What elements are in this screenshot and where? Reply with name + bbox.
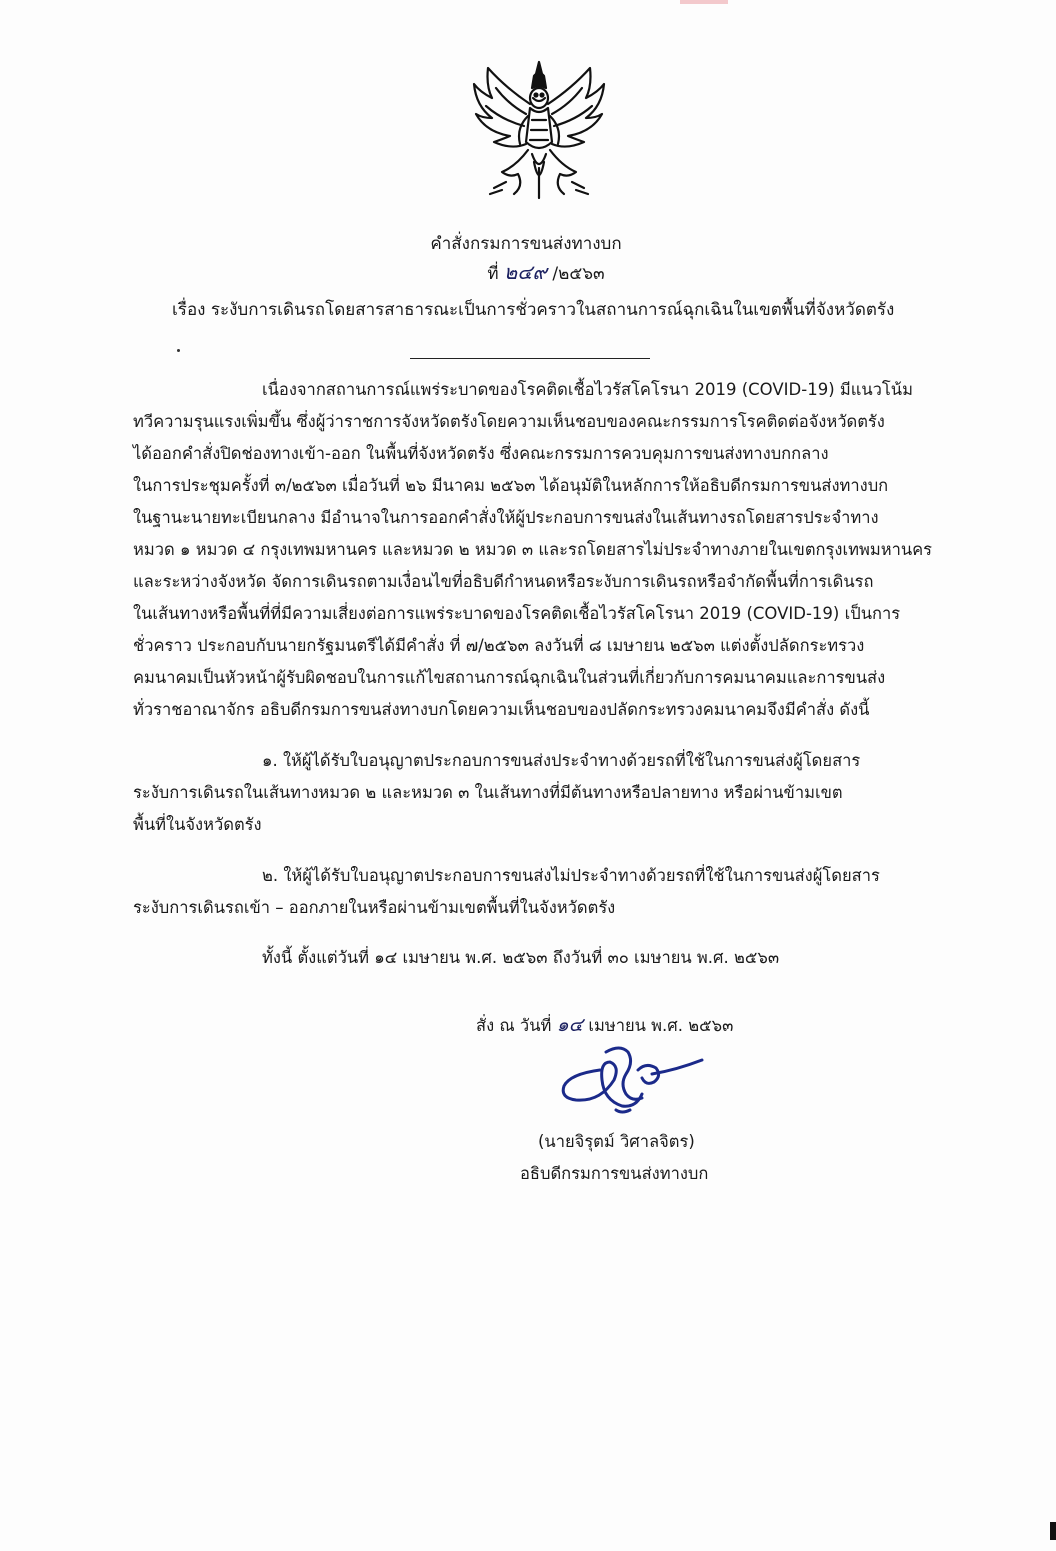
body-line: ทวีความรุนแรงเพิ่มขึ้น ซึ่งผู้ว่าราชการจังหวัดตรังโดยความเห็นชอบของคณะกรรมการโรคติดต่อจังหวัดตรัง: [133, 412, 885, 431]
order-year: /๒๕๖๓: [552, 264, 605, 284]
body-line: ในการประชุมครั้งที่ ๓/๒๕๖๓ เมื่อวันที่ ๒๖ มีนาคม ๒๕๖๓ ได้อนุมัติในหลักการให้อธิบดีกรมการขนส่งทางบก: [133, 476, 889, 495]
order-number-line: [18, 260, 1056, 286]
clause-1-line: ระงับการเดินรถในเส้นทางหมวด ๒ และหมวด ๓ ในเส้นทางที่มีต้นทางหรือปลายทาง หรือผ่านข้ามเขต: [133, 783, 843, 802]
body-line: หมวด ๑ หมวด ๔ กรุงเทพมหานคร และหมวด ๒ หมวด ๓ และรถโดยสารไม่ประจำทางภายในเขตกรุงเทพมหานคร: [133, 540, 933, 559]
stray-mark: [177, 349, 180, 352]
signer-name: (นายจิรุตม์ วิศาลจิตร): [538, 1132, 695, 1151]
order-date-line: [476, 1013, 733, 1038]
order-number: ๒๔๙: [504, 260, 547, 284]
body-line: ในฐานะนายทะเบียนกลาง มีอำนาจในการออกคำสั่งให้ผู้ประกอบการขนส่งในเส้นทางรถโดยสารประจำทาง: [133, 508, 879, 527]
clause-1-line: ๑. ให้ผู้ได้รับใบอนุญาตประกอบการขนส่งประจำทางด้วยรถที่ใช้ในการขนส่งผู้โดยสาร: [262, 751, 861, 770]
edge-mark: [1050, 1522, 1056, 1540]
edge-smudge: [680, 0, 728, 4]
order-number-prefix: ที่: [487, 264, 499, 284]
order-date-month-year: เมษายน พ.ศ. ๒๕๖๓: [588, 1016, 734, 1035]
garuda-emblem-icon: [466, 58, 612, 204]
subject-line: เรื่อง ระงับการเดินรถโดยสารสาธารณะเป็นการชั่วคราวในสถานการณ์ฉุกเฉินในเขตพื้นที่จังหวัดตรัง: [172, 300, 895, 320]
order-date-prefix: สั่ง ณ วันที่: [476, 1016, 552, 1035]
body-line: ทั่วราชอาณาจักร อธิบดีกรมการขนส่งทางบกโดยความเห็นชอบของปลัดกระทรวงคมนาคมจึงมีคำสั่ง ดังนี้: [133, 700, 870, 719]
effective-period-line: ทั้งนี้ ตั้งแต่วันที่ ๑๔ เมษายน พ.ศ. ๒๕๖๓ ถึงวันที่ ๓๐ เมษายน พ.ศ. ๒๕๖๓: [262, 948, 780, 967]
order-date-day: ๑๔: [556, 1014, 584, 1036]
clause-2-line: ๒. ให้ผู้ได้รับใบอนุญาตประกอบการขนส่งไม่ประจำทางด้วยรถที่ใช้ในการขนส่งผู้โดยสาร: [262, 866, 880, 885]
subject-divider: [410, 358, 650, 359]
body-line: ในเส้นทางหรือพื้นที่ที่มีความเสี่ยงต่อการแพร่ระบาดของโรคติดเชื้อไวรัสโคโรนา 2019 (COVID-19) เป็นการ: [133, 604, 901, 623]
body-line: ชั่วคราว ประกอบกับนายกรัฐมนตรีได้มีคำสั่ง ที่ ๗/๒๕๖๓ ลงวันที่ ๘ เมษายน ๒๕๖๓ แต่งตั้งปลัดกระทรวง: [133, 636, 865, 655]
clause-2-line: ระงับการเดินรถเข้า – ออกภายในหรือผ่านข้ามเขตพื้นที่ในจังหวัดตรัง: [133, 898, 616, 917]
body-line: คมนาคมเป็นหัวหน้าผู้รับผิดชอบในการแก้ไขสถานการณ์ฉุกเฉินในส่วนที่เกี่ยวกับการคมนาคมและการขนส่ง: [133, 668, 886, 687]
body-line: ได้ออกคำสั่งปิดช่องทางเข้า-ออก ในพื้นที่จังหวัดตรัง ซึ่งคณะกรรมการควบคุมการขนส่งทางบกกลาง: [133, 444, 829, 463]
order-title: คำสั่งกรมการขนส่งทางบก: [430, 234, 622, 254]
signer-position: อธิบดีกรมการขนส่งทางบก: [520, 1164, 709, 1183]
body-line: เนื่องจากสถานการณ์แพร่ระบาดของโรคติดเชื้อไวรัสโคโรนา 2019 (COVID-19) มีแนวโน้ม: [262, 380, 913, 399]
body-line: และระหว่างจังหวัด จัดการเดินรถตามเงื่อนไขที่อธิบดีกำหนดหรือระงับการเดินรถหรือจำกัดพื้นที่การเดินรถ: [133, 572, 874, 591]
signature-icon: [556, 1040, 706, 1118]
clause-1-line: พื้นที่ในจังหวัดตรัง: [133, 815, 262, 834]
